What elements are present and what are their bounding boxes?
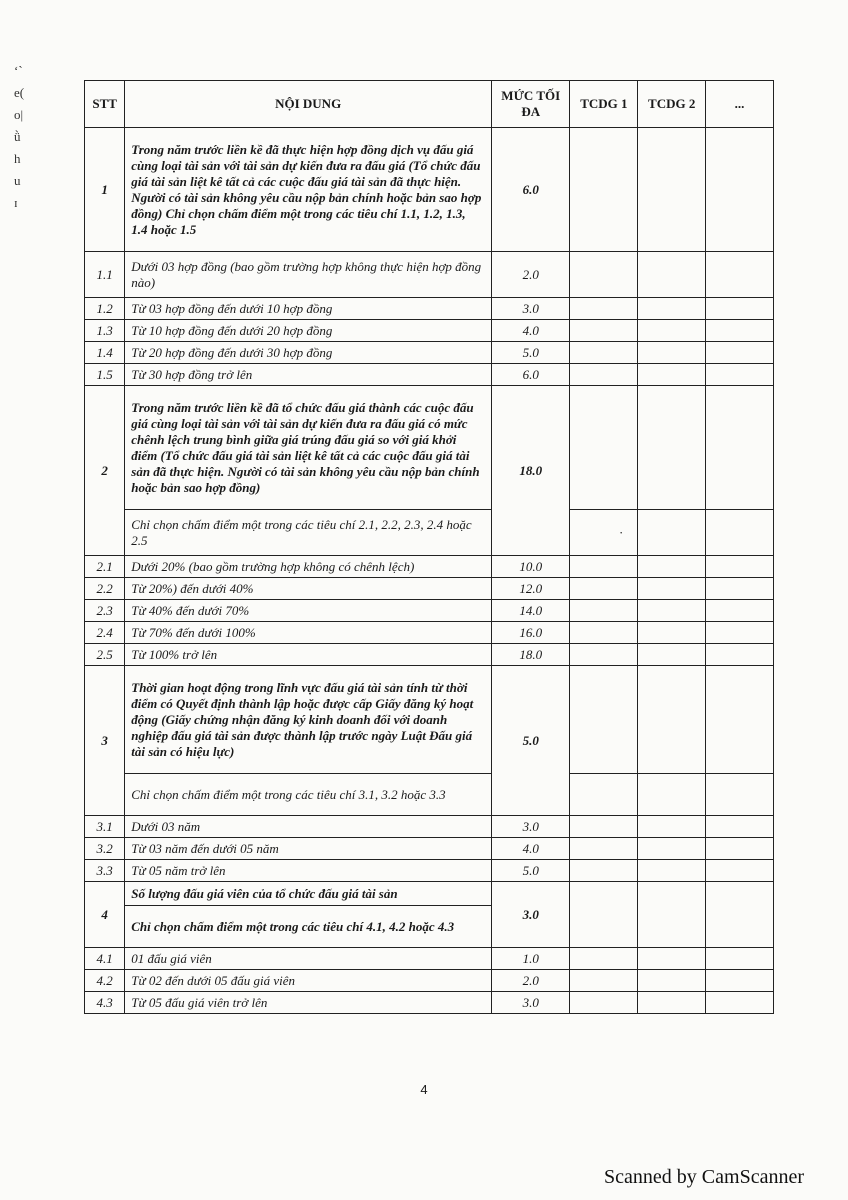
item-max-score: 5.0	[492, 342, 570, 364]
item-number: 3.2	[85, 838, 125, 860]
item-number: 1.2	[85, 298, 125, 320]
criterion-note: Chỉ chọn chấm điểm một trong các tiêu chí 3.1, 3.2 hoặc 3.3	[125, 774, 492, 816]
item-max-score: 4.0	[492, 320, 570, 342]
score-cell-tcdg-1	[570, 948, 638, 970]
score-cell-tcdg-1	[570, 838, 638, 860]
score-cell-tcdg-1	[570, 970, 638, 992]
header-tcdg-1: TCDG 1	[570, 81, 638, 128]
left-margin-marks	[14, 60, 24, 214]
item-max-score: 3.0	[492, 298, 570, 320]
score-cell-tcdg-2	[638, 774, 706, 816]
criterion-max-score: 18.0	[492, 386, 570, 556]
score-cell-tcdg-1	[570, 622, 638, 644]
header-tcdg-2: TCDG 2	[638, 81, 706, 128]
score-cell-tcdg-2	[638, 298, 706, 320]
table-row	[85, 600, 774, 622]
criteria-table	[84, 80, 774, 1014]
score-cell-more	[706, 666, 774, 774]
table-row	[85, 128, 774, 252]
score-cell-more	[706, 298, 774, 320]
score-cell-more	[706, 644, 774, 666]
table-header-row	[85, 81, 774, 128]
table-row	[85, 342, 774, 364]
table-row	[85, 992, 774, 1014]
score-cell-more	[706, 622, 774, 644]
item-max-score: 3.0	[492, 816, 570, 838]
item-content: Từ 10 hợp đồng đến dưới 20 hợp đồng	[125, 320, 492, 342]
criterion-content: Thời gian hoạt động trong lĩnh vực đấu giá tài sản tính từ thời điểm có Quyết định thành lập hoặc được cấp Giấy đăng ký hoạt động (Giấy chứng nhận đăng ký kinh doanh đối với doanh nghiệp đấu giá tài sản được thành lập trước ngày Luật Đấu giá tài sản có hiệu lực)	[125, 666, 492, 774]
score-cell-more	[706, 342, 774, 364]
score-cell-tcdg-2	[638, 666, 706, 774]
table-row	[85, 578, 774, 600]
table-row	[85, 644, 774, 666]
criterion-content: Trong năm trước liền kề đã thực hiện hợp đồng dịch vụ đấu giá cùng loại tài sản với tài sản dự kiến đưa ra đấu giá (Tổ chức đấu giá tài sản liệt kê tất cả các cuộc đấu giá tài sản đã thực hiện. Người có tài sản không yêu cầu nộp bản chính hoặc bản sao hợp đồng) Chỉ chọn chấm điểm một trong các tiêu chí 1.1, 1.2, 1.3, 1.4 hoặc 1.5	[125, 128, 492, 252]
margin-mark: ǜ	[14, 129, 21, 144]
score-cell-tcdg-2	[638, 948, 706, 970]
criterion-number: 2	[85, 386, 125, 556]
score-cell-tcdg-2	[638, 386, 706, 510]
score-cell-more	[706, 882, 774, 948]
score-cell-more	[706, 128, 774, 252]
scanner-watermark: Scanned by CamScanner	[604, 1166, 804, 1188]
score-cell-tcdg-2	[638, 320, 706, 342]
item-number: 3.3	[85, 860, 125, 882]
criterion-note: Chỉ chọn chấm điểm một trong các tiêu chí 2.1, 2.2, 2.3, 2.4 hoặc 2.5	[125, 510, 492, 556]
score-cell-tcdg-1	[570, 774, 638, 816]
score-cell-more	[706, 386, 774, 510]
criterion-number: 4	[85, 882, 125, 948]
item-content: Dưới 20% (bao gồm trường hợp không có chênh lệch)	[125, 556, 492, 578]
margin-mark: e(	[14, 85, 25, 100]
table-row	[85, 666, 774, 774]
criterion-number: 1	[85, 128, 125, 252]
margin-mark: ɪ	[14, 195, 18, 210]
item-content: 01 đấu giá viên	[125, 948, 492, 970]
score-cell-tcdg-1	[570, 992, 638, 1014]
page-number: 4	[420, 1082, 428, 1097]
score-cell-tcdg-1	[570, 882, 638, 948]
item-number: 1.1	[85, 252, 125, 298]
table-row	[85, 252, 774, 298]
item-number: 2.5	[85, 644, 125, 666]
score-cell-tcdg-1	[570, 252, 638, 298]
score-cell-tcdg-2	[638, 510, 706, 556]
item-number: 1.5	[85, 364, 125, 386]
item-max-score: 16.0	[492, 622, 570, 644]
item-number: 4.2	[85, 970, 125, 992]
score-cell-more	[706, 600, 774, 622]
score-cell-tcdg-2	[638, 252, 706, 298]
item-content: Dưới 03 hợp đồng (bao gồm trường hợp không thực hiện hợp đồng nào)	[125, 252, 492, 298]
score-cell-tcdg-2	[638, 600, 706, 622]
score-cell-tcdg-2	[638, 992, 706, 1014]
item-content: Từ 05 năm trở lên	[125, 860, 492, 882]
item-content: Từ 30 hợp đồng trở lên	[125, 364, 492, 386]
item-max-score: 3.0	[492, 992, 570, 1014]
margin-mark: o|	[14, 107, 24, 122]
table-row	[85, 948, 774, 970]
score-cell-tcdg-2	[638, 860, 706, 882]
score-cell-tcdg-2	[638, 364, 706, 386]
score-cell-more	[706, 510, 774, 556]
score-cell-tcdg-1	[570, 600, 638, 622]
item-max-score: 6.0	[492, 364, 570, 386]
item-content: Từ 40% đến dưới 70%	[125, 600, 492, 622]
item-content: Dưới 03 năm	[125, 816, 492, 838]
item-content: Từ 05 đấu giá viên trở lên	[125, 992, 492, 1014]
item-max-score: 10.0	[492, 556, 570, 578]
table-row	[85, 838, 774, 860]
item-content: Từ 100% trở lên	[125, 644, 492, 666]
item-number: 2.1	[85, 556, 125, 578]
score-cell-more	[706, 556, 774, 578]
table-row	[85, 860, 774, 882]
score-cell-more	[706, 816, 774, 838]
item-content: Từ 03 năm đến dưới 05 năm	[125, 838, 492, 860]
score-cell-more	[706, 970, 774, 992]
item-content: Từ 20%) đến dưới 40%	[125, 578, 492, 600]
criterion-max-score: 5.0	[492, 666, 570, 816]
header-stt: STT	[85, 81, 125, 128]
table-row	[85, 970, 774, 992]
score-cell-tcdg-2	[638, 556, 706, 578]
margin-mark: u	[14, 173, 21, 188]
item-number: 4.1	[85, 948, 125, 970]
score-cell-tcdg-2	[638, 882, 706, 948]
item-number: 1.3	[85, 320, 125, 342]
score-cell-tcdg-1	[570, 578, 638, 600]
table-row	[85, 816, 774, 838]
document-page	[84, 80, 774, 1014]
score-cell-tcdg-2	[638, 838, 706, 860]
criterion-note: Chỉ chọn chấm điểm một trong các tiêu chí 4.1, 4.2 hoặc 4.3	[125, 906, 492, 948]
item-number: 2.2	[85, 578, 125, 600]
score-cell-tcdg-1	[570, 860, 638, 882]
table-row	[85, 882, 774, 906]
margin-mark: h	[14, 151, 21, 166]
criterion-number: 3	[85, 666, 125, 816]
score-cell-more	[706, 364, 774, 386]
item-number: 2.3	[85, 600, 125, 622]
item-max-score: 12.0	[492, 578, 570, 600]
table-row	[85, 386, 774, 510]
table-row	[85, 556, 774, 578]
item-max-score: 2.0	[492, 970, 570, 992]
table-row	[85, 622, 774, 644]
header-max-score: MỨC TỐI ĐA	[492, 81, 570, 128]
score-cell-more	[706, 992, 774, 1014]
score-cell-more	[706, 860, 774, 882]
header-more: ...	[706, 81, 774, 128]
score-cell-more	[706, 948, 774, 970]
score-cell-more	[706, 578, 774, 600]
score-cell-tcdg-1	[570, 644, 638, 666]
score-cell-tcdg-2	[638, 644, 706, 666]
score-cell-tcdg-1	[570, 666, 638, 774]
item-max-score: 5.0	[492, 860, 570, 882]
score-cell-tcdg-2	[638, 578, 706, 600]
score-cell-tcdg-2	[638, 128, 706, 252]
score-cell-tcdg-1	[570, 364, 638, 386]
criterion-max-score: 3.0	[492, 882, 570, 948]
score-cell-tcdg-2	[638, 816, 706, 838]
score-cell-tcdg-2	[638, 970, 706, 992]
header-content: NỘI DUNG	[125, 81, 492, 128]
score-cell-tcdg-1: ·	[570, 510, 638, 556]
item-content: Từ 20 hợp đồng đến dưới 30 hợp đồng	[125, 342, 492, 364]
score-cell-more	[706, 320, 774, 342]
criterion-max-score: 6.0	[492, 128, 570, 252]
score-cell-tcdg-1	[570, 298, 638, 320]
score-cell-tcdg-1	[570, 128, 638, 252]
item-content: Từ 70% đến dưới 100%	[125, 622, 492, 644]
item-number: 3.1	[85, 816, 125, 838]
table-row	[85, 364, 774, 386]
score-cell-tcdg-1	[570, 556, 638, 578]
margin-mark: ‘ˋ	[14, 63, 23, 78]
criterion-content: Trong năm trước liền kề đã tổ chức đấu giá thành các cuộc đấu giá cùng loại tài sản với tài sản dự kiến đưa ra đấu giá có mức chênh lệch trung bình giữa giá trúng đấu giá so với giá khởi điểm (Tổ chức đấu giá tài sản liệt kê tất cả các cuộc đấu giá tài sản đã thực hiện. Người có tài sản không yêu cầu nộp bản chính hoặc bản sao hợp đồng)	[125, 386, 492, 510]
score-cell-more	[706, 838, 774, 860]
table-row	[85, 774, 774, 816]
score-cell-tcdg-1	[570, 386, 638, 510]
table-row	[85, 320, 774, 342]
score-cell-more	[706, 774, 774, 816]
item-max-score: 18.0	[492, 644, 570, 666]
item-number: 2.4	[85, 622, 125, 644]
criterion-content: Số lượng đấu giá viên của tổ chức đấu giá tài sản	[125, 882, 492, 906]
score-cell-more	[706, 252, 774, 298]
item-number: 1.4	[85, 342, 125, 364]
score-cell-tcdg-1	[570, 816, 638, 838]
item-number: 4.3	[85, 992, 125, 1014]
table-row	[85, 510, 774, 556]
table-row	[85, 298, 774, 320]
score-cell-tcdg-2	[638, 622, 706, 644]
item-max-score: 2.0	[492, 252, 570, 298]
score-cell-tcdg-2	[638, 342, 706, 364]
item-max-score: 14.0	[492, 600, 570, 622]
item-max-score: 4.0	[492, 838, 570, 860]
score-cell-tcdg-1	[570, 342, 638, 364]
item-max-score: 1.0	[492, 948, 570, 970]
score-cell-tcdg-1	[570, 320, 638, 342]
item-content: Từ 02 đến dưới 05 đấu giá viên	[125, 970, 492, 992]
item-content: Từ 03 hợp đồng đến dưới 10 hợp đồng	[125, 298, 492, 320]
